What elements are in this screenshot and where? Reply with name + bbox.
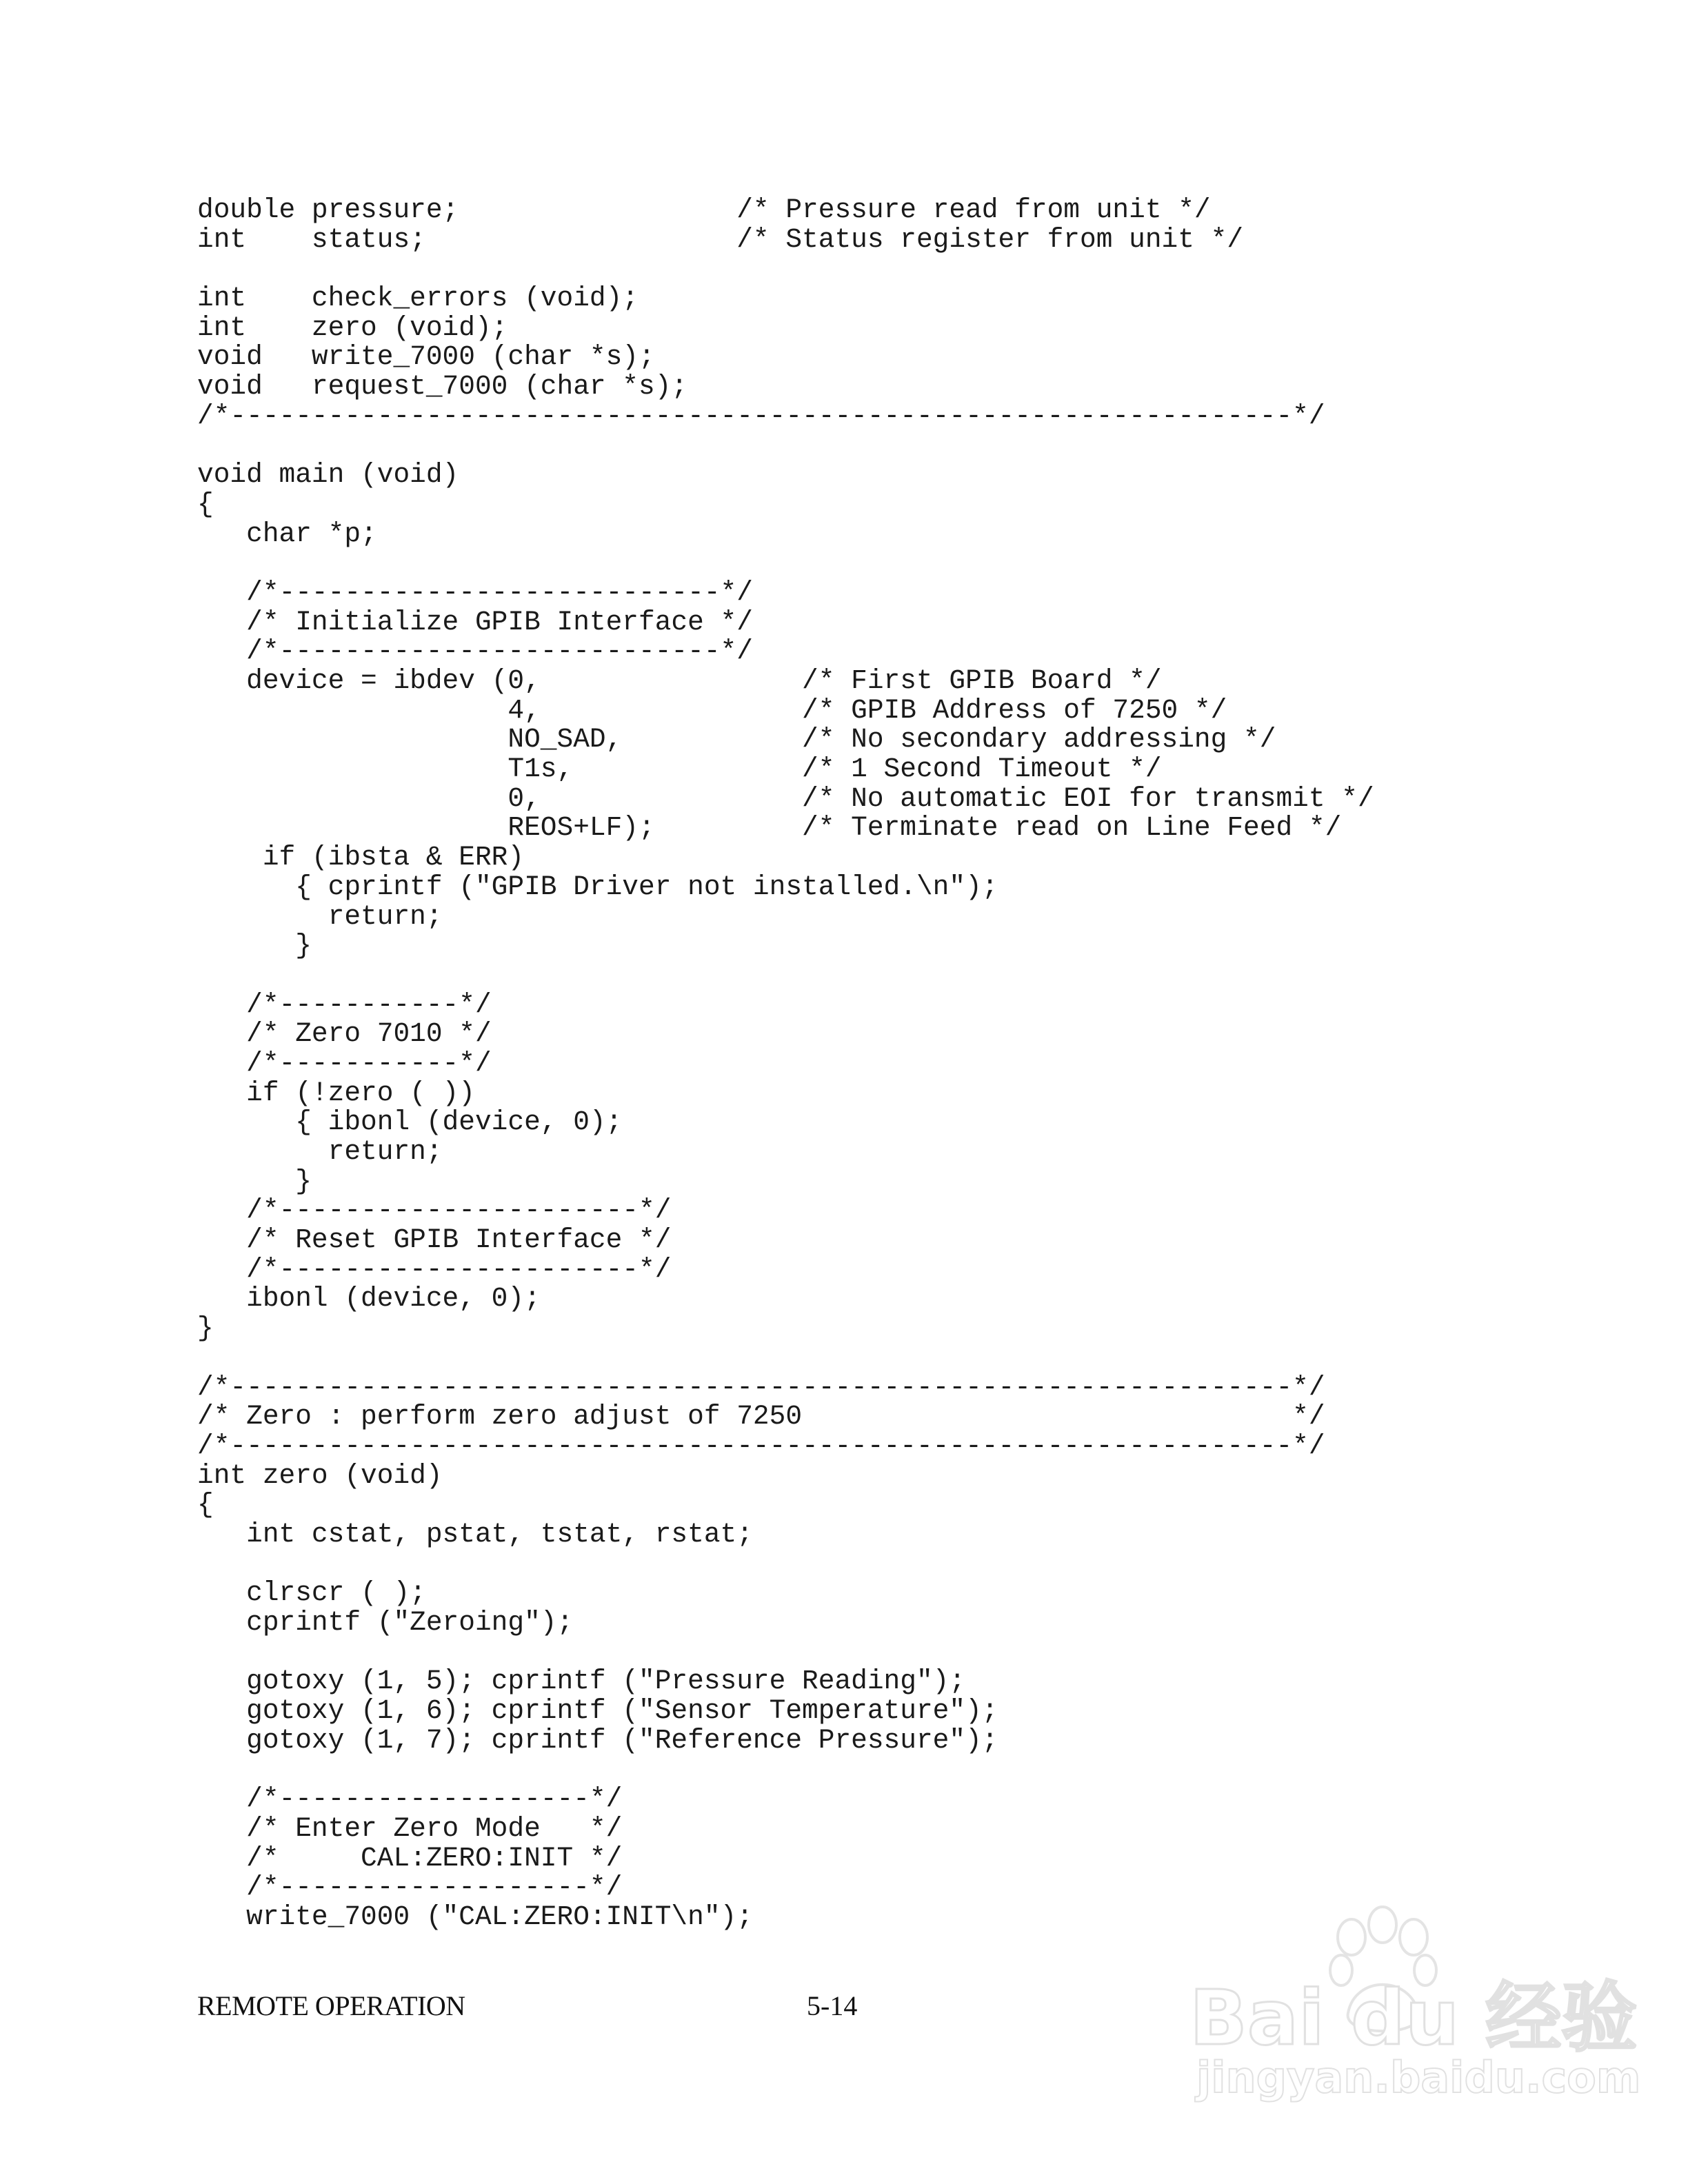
code-line: /* Zero : perform zero adjust of 7250 */ (197, 1401, 1325, 1433)
footer-page-number: 5-14 (807, 1990, 858, 2021)
code-line: T1s, /* 1 Second Timeout */ (197, 754, 1162, 785)
code-line: gotoxy (1, 6); cprintf ("Sensor Temperature"); (197, 1695, 998, 1727)
code-line: /* Initialize GPIB Interface */ (197, 606, 753, 638)
code-line: { (197, 1489, 214, 1521)
code-line: REOS+LF); /* Terminate read on Line Feed */ (197, 812, 1342, 844)
code-line: if (!zero ( )) (197, 1077, 475, 1109)
code-line: } (197, 1313, 214, 1344)
code-line: return; (197, 900, 443, 932)
code-line (197, 1550, 1374, 1579)
code-line: ibonl (device, 0); (197, 1283, 541, 1315)
code-line: /*-----------------------------------------------------------------*/ (197, 400, 1325, 432)
code-line: NO_SAD, /* No secondary addressing */ (197, 724, 1276, 756)
code-line: gotoxy (1, 5); cprintf ("Pressure Reading"); (197, 1666, 966, 1697)
code-line: cprintf ("Zeroing"); (197, 1607, 574, 1638)
watermark-brand: Bai du 经验 (1189, 1974, 1638, 2062)
code-line: char *p; (197, 518, 377, 549)
code-line: { (197, 488, 214, 520)
code-line (197, 961, 1374, 991)
code-line: /*-----------------------------------------------------------------*/ (197, 1430, 1325, 1462)
code-line: /* Zero 7010 */ (197, 1018, 492, 1050)
code-line (197, 549, 1374, 578)
code-line: /*-----------*/ (197, 989, 492, 1020)
code-line (197, 1755, 1374, 1785)
code-line: /*-------------------*/ (197, 1783, 623, 1815)
baidu-paw-logo-icon (1183, 1910, 1641, 2103)
code-line: int status; /* Status register from unit */ (197, 223, 1244, 255)
code-line: int check_errors (void); (197, 283, 639, 314)
code-line: device = ibdev (0, /* First GPIB Board */ (197, 665, 1162, 696)
code-line: void request_7000 (char *s); (197, 371, 688, 403)
code-line (197, 1638, 1374, 1668)
code-line: write_7000 ("CAL:ZERO:INIT\n"); (197, 1901, 753, 1932)
code-line: /* Reset GPIB Interface */ (197, 1224, 672, 1256)
code-line: int zero (void); (197, 312, 508, 343)
code-line: } (197, 930, 312, 962)
code-line: /*---------------------------*/ (197, 576, 753, 608)
code-line: clrscr ( ); (197, 1577, 426, 1609)
code-line: gotoxy (1, 7); cprintf ("Reference Pressure"); (197, 1724, 998, 1756)
code-line: /*-----------------------------------------------------------------*/ (197, 1371, 1325, 1403)
code-line: 4, /* GPIB Address of 7250 */ (197, 694, 1227, 726)
code-line: /*-------------------*/ (197, 1872, 623, 1903)
code-line (197, 432, 1374, 461)
code-line: int cstat, pstat, tstat, rstat; (197, 1518, 753, 1550)
code-line: { cprintf ("GPIB Driver not installed.\n"); (197, 871, 998, 902)
code-line: int zero (void) (197, 1459, 443, 1491)
code-line: double pressure; /* Pressure read from unit */ (197, 194, 1211, 225)
code-line: void write_7000 (char *s); (197, 341, 655, 373)
code-listing (197, 196, 1374, 1932)
baidu-watermark (1183, 1910, 1641, 2103)
code-line: /* Enter Zero Mode */ (197, 1812, 623, 1844)
code-line: /*---------------------------*/ (197, 636, 753, 667)
code-line: void main (void) (197, 459, 459, 491)
code-line: /*----------------------*/ (197, 1195, 672, 1226)
code-line: { ibonl (device, 0); (197, 1106, 623, 1138)
code-line: return; (197, 1136, 443, 1167)
code-line: 0, /* No automatic EOI for transmit */ (197, 782, 1374, 814)
watermark-url: jingyan.baidu.com (1196, 2052, 1641, 2103)
code-line (197, 254, 1374, 284)
code-line: /*-----------*/ (197, 1047, 492, 1079)
code-line: /*----------------------*/ (197, 1253, 672, 1285)
code-line: if (ibsta & ERR) (197, 842, 525, 873)
code-line: /* CAL:ZERO:INIT */ (197, 1842, 623, 1874)
code-line: } (197, 1165, 312, 1197)
footer-section-title: REMOTE OPERATION (197, 1990, 465, 2021)
code-line (197, 1344, 1374, 1373)
